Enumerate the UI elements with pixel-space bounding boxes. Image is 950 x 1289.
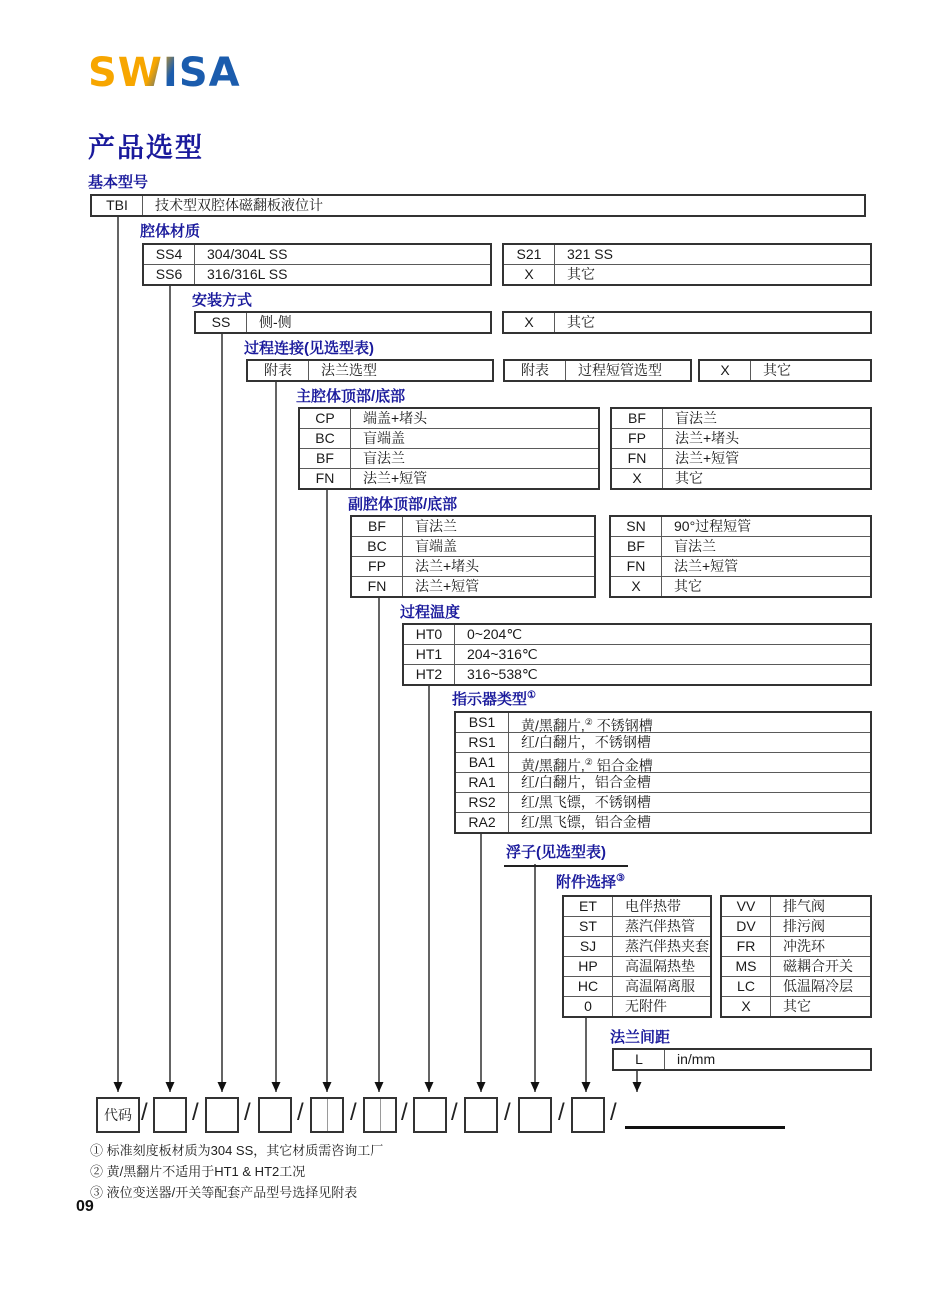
desc-cell: 法兰+短管 <box>363 470 428 486</box>
desc-cell: 321 SS <box>567 246 613 262</box>
chamber-material-left-table <box>142 243 492 286</box>
desc-cell <box>509 713 870 732</box>
process-connection-right-table <box>698 359 872 382</box>
table-row <box>248 361 492 380</box>
table-row <box>722 897 870 917</box>
table-row <box>612 429 870 449</box>
desc-cell: 红/黑飞镖，铝合金槽 <box>521 814 651 830</box>
desc-cell: 排污阀 <box>783 918 825 934</box>
table-row <box>612 469 870 488</box>
table-row <box>300 469 598 488</box>
footnote-1: ① 标准刻度板材质为304 SS，其它材质需咨询工厂 <box>90 1143 384 1158</box>
code-cell: HT0 <box>404 625 455 644</box>
desc-cell: 其它 <box>763 362 791 378</box>
table-row <box>196 313 490 332</box>
desc-cell: 盲法兰 <box>674 538 716 554</box>
code-cell: SS <box>196 313 247 332</box>
table-row <box>300 449 598 469</box>
code-cell: ST <box>564 917 613 936</box>
table-row <box>504 245 870 265</box>
model-code-box-mounting <box>205 1097 239 1133</box>
desc-cell: 排气阀 <box>783 898 825 914</box>
table-row <box>300 429 598 449</box>
footnote-marker: ② <box>584 717 593 727</box>
code-cell: X <box>612 469 663 488</box>
code-cell: 0 <box>564 997 613 1016</box>
model-code-box-float <box>518 1097 552 1133</box>
code-cell: 附表 <box>505 361 566 380</box>
desc-cell: 法兰+短管 <box>674 558 739 574</box>
table-row <box>404 665 870 684</box>
code-cell: VV <box>722 897 771 916</box>
table-row <box>700 361 870 380</box>
code-cell: TBI <box>92 196 143 215</box>
code-cell: SJ <box>564 937 613 956</box>
separator-slash: / <box>610 1099 617 1126</box>
table-row <box>722 997 870 1016</box>
table-row <box>404 625 870 645</box>
table-row <box>456 793 870 813</box>
table-row <box>352 517 594 537</box>
code-cell: SS6 <box>144 265 195 284</box>
process-temp-table <box>402 623 872 686</box>
indicator-type-table <box>454 711 872 834</box>
desc-text: 黄/黑翻片, <box>521 717 585 734</box>
heading-text: 附件选择 <box>556 874 617 891</box>
table-row <box>611 537 870 557</box>
flange-spacing-heading: 法兰间距 <box>610 1029 671 1046</box>
table-row <box>456 733 870 753</box>
code-cell: FP <box>612 429 663 448</box>
accessories-right-table <box>720 895 872 1018</box>
separator-slash: / <box>558 1099 565 1126</box>
table-row <box>722 937 870 957</box>
desc-cell: 盲端盖 <box>415 538 457 554</box>
desc-cell: 其它 <box>567 266 595 282</box>
table-row <box>564 917 710 937</box>
model-code-box-main-chamber <box>310 1097 344 1133</box>
page-number: 09 <box>76 1198 94 1215</box>
desc-cell: 其它 <box>675 470 703 486</box>
code-cell: L <box>614 1050 665 1069</box>
model-code-box-process-temp <box>413 1097 447 1133</box>
table-row <box>504 265 870 284</box>
desc-cell: 法兰+短管 <box>415 578 480 594</box>
code-cell: RS1 <box>456 733 509 752</box>
desc-cell: 0~204℃ <box>467 626 523 642</box>
table-row <box>352 557 594 577</box>
model-code-box-chamber-material <box>153 1097 187 1133</box>
code-cell: DV <box>722 917 771 936</box>
code-cell: CP <box>300 409 351 428</box>
table-row <box>92 196 864 215</box>
model-code-box-indicator <box>464 1097 498 1133</box>
desc-cell: 高温隔离服 <box>625 978 695 994</box>
code-cell: X <box>722 997 771 1016</box>
desc-text: 铝合金槽 <box>592 757 653 774</box>
model-code-box-process-connection <box>258 1097 292 1133</box>
basic-model-table <box>90 194 866 217</box>
code-cell: BA1 <box>456 753 509 772</box>
desc-cell: 高温隔热垫 <box>625 958 695 974</box>
separator-slash: / <box>401 1099 408 1126</box>
code-cell: RS2 <box>456 793 509 812</box>
separator-slash: / <box>244 1099 251 1126</box>
flange-spacing-table <box>612 1048 872 1071</box>
model-code-box-accessories <box>571 1097 605 1133</box>
desc-cell: 90°过程短管 <box>674 518 752 534</box>
desc-cell: 304/304L SS <box>207 246 288 262</box>
table-row <box>611 577 870 596</box>
table-row <box>564 977 710 997</box>
separator-slash: / <box>141 1099 148 1126</box>
separator-slash: / <box>192 1099 199 1126</box>
desc-cell: 盲法兰 <box>415 518 457 534</box>
table-row <box>505 361 690 380</box>
desc-cell: 316~538℃ <box>467 666 538 682</box>
desc-cell: 无附件 <box>625 998 667 1014</box>
table-row <box>456 713 870 733</box>
table-row <box>564 997 710 1016</box>
table-row <box>722 917 870 937</box>
footnote-marker: ① <box>527 690 536 701</box>
process-connection-mid-table <box>503 359 692 382</box>
table-row <box>456 773 870 793</box>
desc-cell: 电伴热带 <box>625 898 681 914</box>
code-cell: HT2 <box>404 665 455 684</box>
desc-cell: 法兰+短管 <box>675 450 740 466</box>
desc-cell: 盲法兰 <box>675 410 717 426</box>
chamber-material-heading: 腔体材质 <box>140 223 201 240</box>
desc-cell: 磁耦合开关 <box>783 958 853 974</box>
code-cell: FN <box>300 469 351 488</box>
table-row <box>456 753 870 773</box>
table-row <box>404 645 870 665</box>
desc-cell: 蒸汽伴热管 <box>625 918 695 934</box>
table-row <box>456 813 870 832</box>
table-row <box>564 937 710 957</box>
code-cell: SS4 <box>144 245 195 264</box>
desc-cell <box>509 753 870 772</box>
basic-model-heading: 基本型号 <box>88 174 149 191</box>
secondary-chamber-left-table <box>350 515 596 598</box>
code-cell: FP <box>352 557 403 576</box>
desc-cell: 其它 <box>783 998 811 1014</box>
code-cell: FR <box>722 937 771 956</box>
code-cell: X <box>611 577 662 596</box>
table-row <box>612 409 870 429</box>
swisa-logo: SWISA <box>88 50 241 96</box>
table-row <box>564 957 710 977</box>
accessories-left-table <box>562 895 712 1018</box>
table-row <box>611 517 870 537</box>
code-cell: X <box>504 313 555 332</box>
code-cell: BF <box>352 517 403 536</box>
mounting-right-table <box>502 311 872 334</box>
desc-cell: 红/白翻片，铝合金槽 <box>521 774 651 790</box>
code-cell: HP <box>564 957 613 976</box>
table-row <box>300 409 598 429</box>
footnote-2: ② 黄/黑翻片不适用于HT1 & HT2工况 <box>90 1164 306 1179</box>
main-chamber-left-table <box>298 407 600 490</box>
mounting-left-table <box>194 311 492 334</box>
indicator-type-heading <box>452 688 536 709</box>
table-row <box>144 265 490 284</box>
table-row <box>504 313 870 332</box>
code-cell: RA1 <box>456 773 509 792</box>
heading-text: 指示器类型 <box>452 691 528 708</box>
desc-cell: in/mm <box>677 1051 716 1067</box>
code-cell: S21 <box>504 245 555 264</box>
process-connection-heading: 过程连接(见选型表) <box>244 340 374 357</box>
desc-cell: 侧-侧 <box>259 314 292 330</box>
code-cell: MS <box>722 957 771 976</box>
code-cell: FN <box>612 449 663 468</box>
float-heading: 浮子(见选型表) <box>504 841 628 867</box>
code-cell: BF <box>612 409 663 428</box>
separator-slash: / <box>504 1099 511 1126</box>
desc-cell: 红/白翻片，不锈钢槽 <box>521 734 651 750</box>
code-cell: ET <box>564 897 613 916</box>
secondary-chamber-right-table <box>609 515 872 598</box>
process-temp-heading: 过程温度 <box>400 604 461 621</box>
code-cell: BC <box>352 537 403 556</box>
desc-cell: 红/黑飞镖，不锈钢槽 <box>521 794 651 810</box>
footnote-3: ③ 液位变送器/开关等配套产品型号选择见附表 <box>90 1185 358 1200</box>
model-code-box-secondary-chamber <box>363 1097 397 1133</box>
desc-cell: 技术型双腔体磁翻板液位计 <box>155 197 323 213</box>
table-row <box>352 537 594 557</box>
secondary-chamber-heading: 副腔体顶部/底部 <box>348 496 458 513</box>
code-cell: RA2 <box>456 813 509 832</box>
desc-cell: 法兰选型 <box>321 362 377 378</box>
code-cell: HT1 <box>404 645 455 664</box>
table-row <box>144 245 490 265</box>
desc-cell: 其它 <box>674 578 702 594</box>
desc-cell: 盲端盖 <box>363 430 405 446</box>
main-chamber-right-table <box>610 407 872 490</box>
desc-cell: 316/316L SS <box>207 266 288 282</box>
code-cell: LC <box>722 977 771 996</box>
desc-cell: 端盖+堵头 <box>363 410 428 426</box>
table-row <box>612 449 870 469</box>
code-cell: BF <box>300 449 351 468</box>
separator-slash: / <box>297 1099 304 1126</box>
main-chamber-heading: 主腔体顶部/底部 <box>296 388 406 405</box>
table-row <box>611 557 870 577</box>
desc-cell: 法兰+堵头 <box>675 430 740 446</box>
table-row <box>564 897 710 917</box>
code-cell: BC <box>300 429 351 448</box>
code-cell: X <box>504 265 555 284</box>
desc-text: 黄/黑翻片, <box>521 757 585 774</box>
desc-cell: 蒸汽伴热夹套 <box>625 938 709 954</box>
code-cell: BF <box>611 537 662 556</box>
page-title: 产品选型 <box>88 133 204 163</box>
desc-cell: 其它 <box>567 314 595 330</box>
footnote-marker: ② <box>584 757 593 767</box>
desc-cell: 204~316℃ <box>467 646 538 662</box>
code-cell: 附表 <box>248 361 309 380</box>
footnote-marker: ③ <box>616 873 625 884</box>
model-code-label-box: 代码 <box>96 1097 140 1133</box>
mounting-heading: 安装方式 <box>192 292 253 309</box>
separator-slash: / <box>451 1099 458 1126</box>
desc-cell: 盲法兰 <box>363 450 405 466</box>
process-connection-left-table <box>246 359 494 382</box>
separator-slash: / <box>350 1099 357 1126</box>
code-cell: FN <box>611 557 662 576</box>
flange-spacing-fill-line <box>625 1126 785 1129</box>
code-cell: SN <box>611 517 662 536</box>
table-row <box>614 1050 870 1069</box>
desc-text: 不锈钢槽 <box>592 717 653 734</box>
accessories-heading <box>556 871 625 892</box>
code-cell: X <box>700 361 751 380</box>
chamber-material-right-table <box>502 243 872 286</box>
desc-cell: 低温隔冷层 <box>783 978 853 994</box>
desc-cell: 过程短管选型 <box>578 362 662 378</box>
code-cell: FN <box>352 577 403 596</box>
code-cell: HC <box>564 977 613 996</box>
desc-cell: 法兰+堵头 <box>415 558 480 574</box>
code-cell: BS1 <box>456 713 509 732</box>
table-row <box>352 577 594 596</box>
table-row <box>722 957 870 977</box>
table-row <box>722 977 870 997</box>
desc-cell: 冲洗环 <box>783 938 825 954</box>
